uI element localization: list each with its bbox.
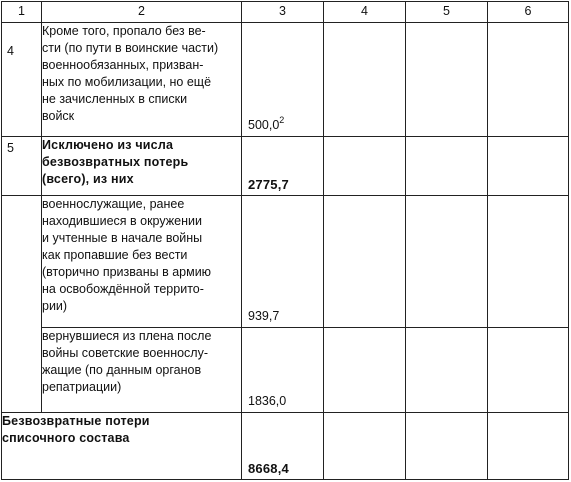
table-row-5b	[2, 328, 569, 413]
row-5a-description	[42, 196, 242, 328]
empty-cell	[324, 413, 406, 480]
text-line: репатриации)	[42, 380, 122, 394]
text-line: военнослужащие, ранее	[42, 197, 185, 211]
text-line: и учтенные в начале войны	[42, 231, 203, 245]
empty-cell	[406, 23, 488, 137]
header-col-4: 4	[324, 2, 406, 23]
total-description	[2, 413, 242, 480]
header-row	[2, 2, 569, 23]
row-4-value-cell	[242, 23, 324, 137]
row-5-value-cell	[242, 137, 324, 196]
text-line: как пропавшие без вести	[42, 248, 188, 262]
text-line: военнообязанных, призван-	[42, 58, 204, 72]
empty-cell	[324, 196, 406, 328]
table-row-4	[2, 23, 569, 137]
row-4-index: 4	[7, 44, 14, 58]
empty-cell	[406, 196, 488, 328]
header-col-3: 3	[242, 2, 324, 23]
empty-cell	[488, 196, 569, 328]
total-value-cell	[242, 413, 324, 480]
row-5-index: 5	[7, 141, 14, 155]
header-col-6: 6	[488, 2, 569, 23]
text-line: Кроме того, пропало без ве-	[42, 24, 206, 38]
header-col-1: 1	[2, 2, 42, 23]
empty-cell	[406, 137, 488, 196]
text-line: Безвозвратные потери	[2, 414, 150, 428]
text-line: не зачисленных в списки	[42, 92, 188, 106]
empty-cell	[406, 328, 488, 413]
empty-cell	[488, 23, 569, 137]
text-line: списочного состава	[2, 431, 130, 445]
row-5b-value-cell	[242, 328, 324, 413]
empty-cell	[488, 328, 569, 413]
row-5-description	[42, 137, 242, 196]
text-line: рии)	[42, 299, 68, 313]
total-value: 8668,4	[248, 461, 289, 476]
row-index-empty	[2, 196, 42, 413]
row-5a-value: 939,7	[248, 309, 280, 323]
row-5a-value-cell	[242, 196, 324, 328]
footnote-marker: 2	[279, 115, 285, 125]
text-line: вернувшиеся из плена после	[42, 329, 212, 343]
text-line: сти (по пути в воинские части)	[42, 41, 219, 55]
header-col-2: 2	[42, 2, 242, 23]
empty-cell	[324, 328, 406, 413]
text-line: находившиеся в окружении	[42, 214, 202, 228]
row-4-description	[42, 23, 242, 137]
header-col-5: 5	[406, 2, 488, 23]
row-4-value: 500,0	[248, 118, 280, 132]
text-line: (всего), из них	[42, 172, 134, 186]
row-5-value: 2775,7	[248, 177, 289, 192]
text-line: на освобождённой террито-	[42, 282, 204, 296]
data-table	[1, 1, 569, 480]
table-row-total	[2, 413, 569, 480]
empty-cell	[324, 137, 406, 196]
row-index	[2, 137, 42, 196]
table-row-5a	[2, 196, 569, 328]
row-5b-value: 1836,0	[248, 394, 287, 408]
row-index	[2, 23, 42, 137]
row-5b-description	[42, 328, 242, 413]
table-row-5	[2, 137, 569, 196]
empty-cell	[488, 137, 569, 196]
text-line: (вторично призваны в армию	[42, 265, 212, 279]
text-line: войны советские военнослу-	[42, 346, 209, 360]
text-line: ных по мобилизации, но ещё	[42, 75, 212, 89]
empty-cell	[324, 23, 406, 137]
text-line: Исключено из числа	[42, 138, 174, 152]
text-line: жащие (по данным органов	[42, 363, 202, 377]
text-line: войск	[42, 109, 75, 123]
text-line: безвозвратных потерь	[42, 155, 189, 169]
empty-cell	[406, 413, 488, 480]
empty-cell	[488, 413, 569, 480]
